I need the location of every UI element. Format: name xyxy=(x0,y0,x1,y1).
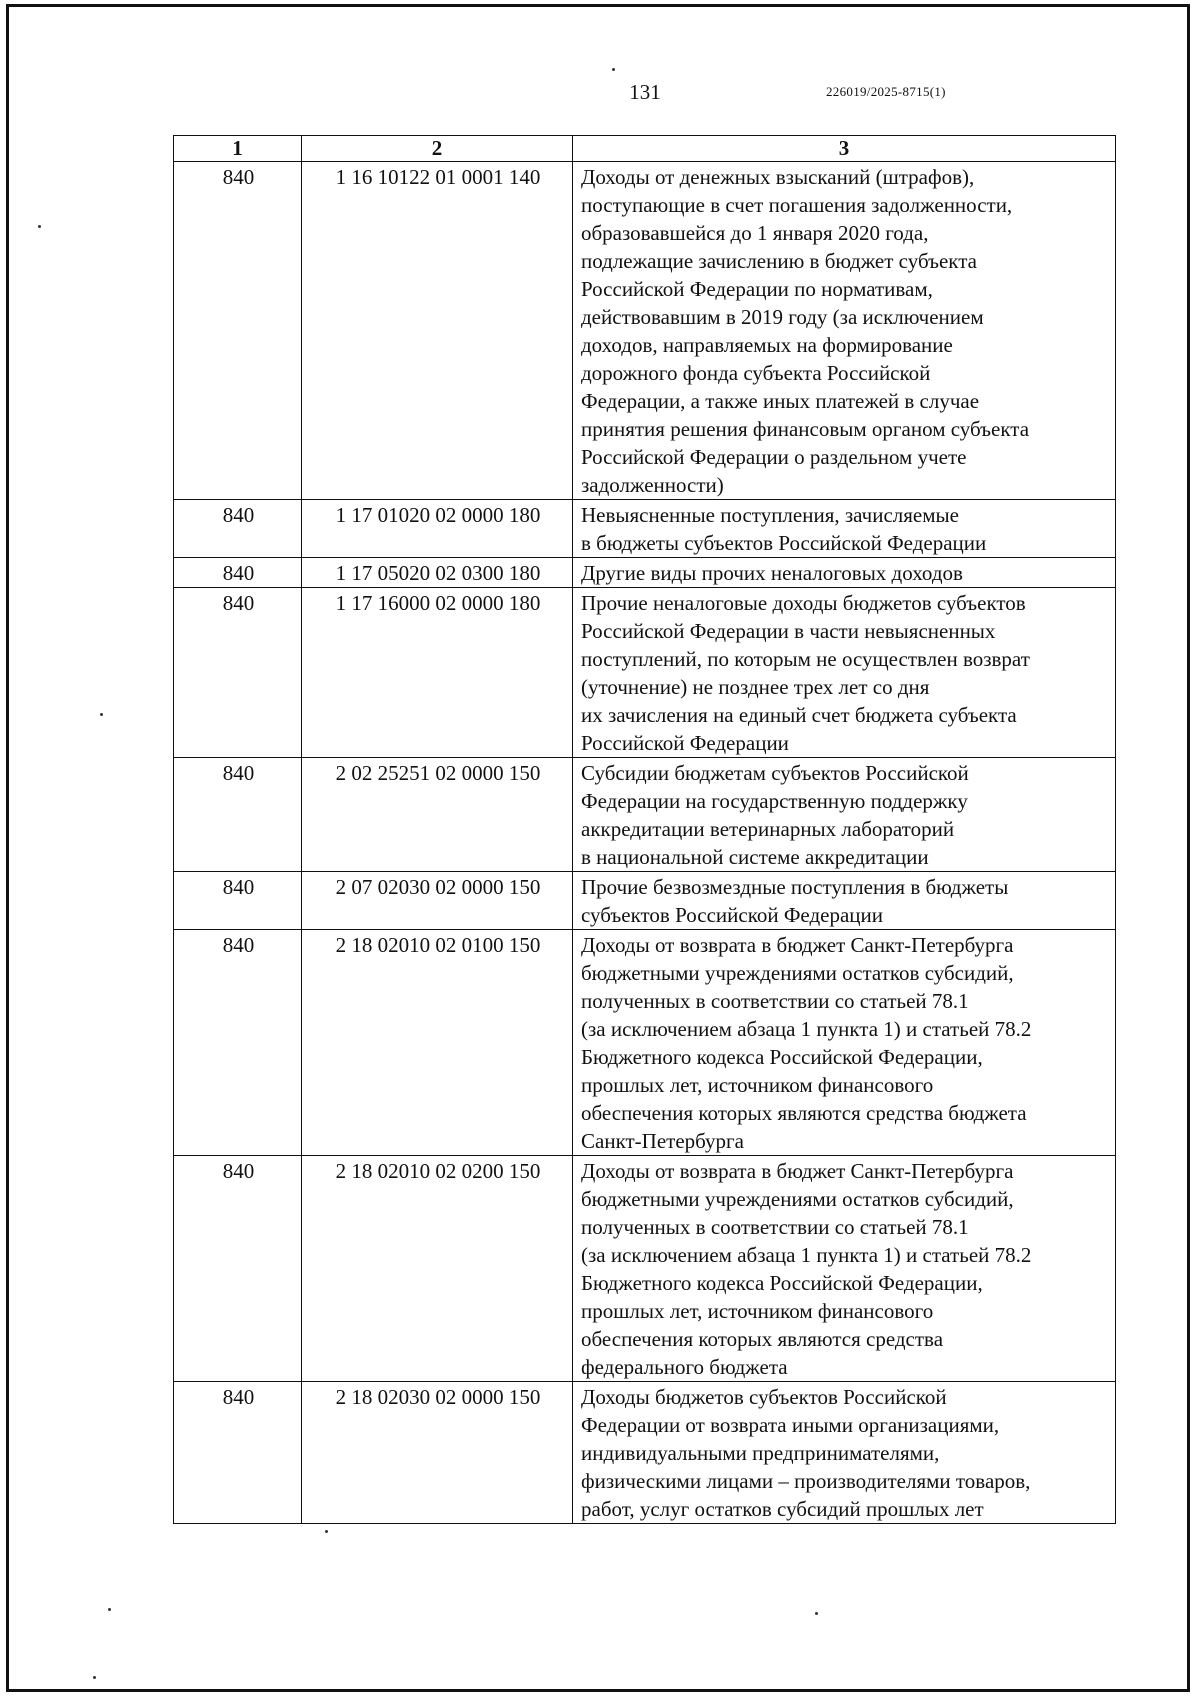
revenue-name-line: доходов, направляемых на формирование xyxy=(581,333,953,357)
revenue-name-line: физическими лицами – производителями товаров, xyxy=(581,1469,1031,1493)
scan-speck xyxy=(108,1608,111,1611)
scan-speck xyxy=(815,1612,818,1615)
revenue-code-cell: 1 17 01020 02 0000 180 xyxy=(302,500,573,558)
revenue-name-line: действовавшим в 2019 году (за исключением xyxy=(581,305,984,329)
revenue-name-line: образовавшейся до 1 января 2020 года, xyxy=(581,221,929,245)
revenue-name-line: в бюджеты субъектов Российской Федерации xyxy=(581,531,987,555)
scan-speck xyxy=(38,225,41,228)
admin-code-cell: 840 xyxy=(174,930,302,1156)
revenue-name-cell xyxy=(573,162,1116,500)
revenue-name-line: Федерации от возврата иными организациями, xyxy=(581,1413,1000,1437)
revenue-code-cell: 1 16 10122 01 0001 140 xyxy=(302,162,573,500)
revenue-name-line: работ, услуг остатков субсидий прошлых лет xyxy=(581,1497,984,1521)
revenue-name-line: Российской Федерации о раздельном учете xyxy=(581,445,967,469)
revenue-name-line: Субсидии бюджетам субъектов Российской xyxy=(581,761,969,785)
revenue-name-line: Бюджетного кодекса Российской Федерации, xyxy=(581,1271,983,1295)
column-header-1: 1 xyxy=(174,136,302,162)
revenue-name-line: Российской Федерации в части невыясненных xyxy=(581,619,996,643)
revenue-name-cell xyxy=(573,758,1116,872)
revenue-code-cell: 1 17 05020 02 0300 180 xyxy=(302,558,573,588)
admin-code-cell: 840 xyxy=(174,500,302,558)
revenue-name-line: Бюджетного кодекса Российской Федерации, xyxy=(581,1045,983,1069)
admin-code-cell: 840 xyxy=(174,872,302,930)
revenue-name-line: Федерации на государственную поддержку xyxy=(581,789,968,813)
revenue-name-cell xyxy=(573,872,1116,930)
table-row xyxy=(174,758,1116,872)
table-body xyxy=(174,162,1116,1524)
revenue-code-cell: 2 02 25251 02 0000 150 xyxy=(302,758,573,872)
revenue-name-line: Федерации, а также иных платежей в случае xyxy=(581,389,980,413)
revenue-name-line: Доходы от возврата в бюджет Санкт-Петербурга xyxy=(581,933,1014,957)
revenue-name-cell xyxy=(573,1156,1116,1382)
revenue-name-line: Российской Федерации xyxy=(581,731,789,755)
admin-code-cell: 840 xyxy=(174,758,302,872)
revenue-code-cell: 2 07 02030 02 0000 150 xyxy=(302,872,573,930)
admin-code-cell: 840 xyxy=(174,558,302,588)
revenue-name-line: Доходы от денежных взысканий (штрафов), xyxy=(581,165,975,189)
revenue-name-line: бюджетными учреждениями остатков субсидий, xyxy=(581,961,1014,985)
revenue-name-line: Доходы от возврата в бюджет Санкт-Петербурга xyxy=(581,1159,1014,1183)
revenue-name-line: поступающие в счет погашения задолженности, xyxy=(581,193,1013,217)
table-row xyxy=(174,558,1116,588)
revenue-name-line: Санкт-Петербурга xyxy=(581,1129,744,1153)
scan-speck xyxy=(100,713,103,716)
admin-code-cell: 840 xyxy=(174,162,302,500)
revenue-name-cell xyxy=(573,500,1116,558)
table-row xyxy=(174,872,1116,930)
document-id: 226019/2025-8715(1) xyxy=(826,84,946,99)
revenue-name-cell xyxy=(573,930,1116,1156)
scan-speck xyxy=(325,1530,328,1533)
revenue-name-line: обеспечения которых являются средства бюджета xyxy=(581,1101,1027,1125)
revenue-name-line: Другие виды прочих неналоговых доходов xyxy=(581,561,963,585)
revenue-name-line: индивидуальными предпринимателями, xyxy=(581,1441,940,1465)
revenue-name-cell xyxy=(573,558,1116,588)
revenue-name-line: Доходы бюджетов субъектов Российской xyxy=(581,1385,947,1409)
column-header-3: 3 xyxy=(573,136,1116,162)
revenue-name-line: Прочие неналоговые доходы бюджетов субъектов xyxy=(581,591,1026,615)
revenue-name-line: федерального бюджета xyxy=(581,1355,788,1379)
revenue-name-line: Невыясненные поступления, зачисляемые xyxy=(581,503,959,527)
revenue-codes-table-container xyxy=(173,135,1115,1524)
revenue-name-line: прошлых лет, источником финансового xyxy=(581,1073,934,1097)
table-row xyxy=(174,1156,1116,1382)
revenue-name-line: задолженности) xyxy=(581,473,724,497)
revenue-code-cell: 2 18 02010 02 0200 150 xyxy=(302,1156,573,1382)
revenue-code-cell: 2 18 02030 02 0000 150 xyxy=(302,1382,573,1524)
revenue-name-line: полученных в соответствии со статьей 78.1 xyxy=(581,1215,969,1239)
revenue-code-cell: 2 18 02010 02 0100 150 xyxy=(302,930,573,1156)
table-row xyxy=(174,930,1116,1156)
revenue-name-line: субъектов Российской Федерации xyxy=(581,903,884,927)
revenue-name-line: принятия решения финансовым органом субъекта xyxy=(581,417,1030,441)
revenue-name-line: (за исключением абзаца 1 пункта 1) и статьей 78.2 xyxy=(581,1243,1032,1267)
revenue-name-line: прошлых лет, источником финансового xyxy=(581,1299,934,1323)
revenue-name-line: бюджетными учреждениями остатков субсидий, xyxy=(581,1187,1014,1211)
revenue-name-line: аккредитации ветеринарных лабораторий xyxy=(581,817,955,841)
revenue-name-line: Прочие безвозмездные поступления в бюджеты xyxy=(581,875,1009,899)
table-header xyxy=(174,136,1116,162)
admin-code-cell: 840 xyxy=(174,1382,302,1524)
page-number: 131 xyxy=(629,80,661,104)
revenue-codes-table xyxy=(173,135,1116,1524)
table-header-row xyxy=(174,136,1116,162)
scan-speck xyxy=(612,68,615,71)
revenue-name-line: дорожного фонда субъекта Российской xyxy=(581,361,931,385)
revenue-name-cell xyxy=(573,1382,1116,1524)
revenue-name-cell xyxy=(573,588,1116,758)
revenue-name-line: обеспечения которых являются средства xyxy=(581,1327,944,1351)
revenue-code-cell: 1 17 16000 02 0000 180 xyxy=(302,588,573,758)
table-row xyxy=(174,1382,1116,1524)
column-header-2: 2 xyxy=(302,136,573,162)
revenue-name-line: (за исключением абзаца 1 пункта 1) и статьей 78.2 xyxy=(581,1017,1032,1041)
revenue-name-line: полученных в соответствии со статьей 78.1 xyxy=(581,989,969,1013)
revenue-name-line: в национальной системе аккредитации xyxy=(581,845,929,869)
revenue-name-line: Российской Федерации по нормативам, xyxy=(581,277,933,301)
table-row xyxy=(174,588,1116,758)
revenue-name-line: подлежащие зачислению в бюджет субъекта xyxy=(581,249,977,273)
revenue-name-line: поступлений, по которым не осуществлен возврат xyxy=(581,647,1030,671)
scan-speck xyxy=(93,1676,96,1679)
admin-code-cell: 840 xyxy=(174,588,302,758)
table-row xyxy=(174,162,1116,500)
table-row xyxy=(174,500,1116,558)
revenue-name-line: (уточнение) не позднее трех лет со дня xyxy=(581,675,930,699)
revenue-name-line: их зачисления на единый счет бюджета субъекта xyxy=(581,703,1017,727)
admin-code-cell: 840 xyxy=(174,1156,302,1382)
